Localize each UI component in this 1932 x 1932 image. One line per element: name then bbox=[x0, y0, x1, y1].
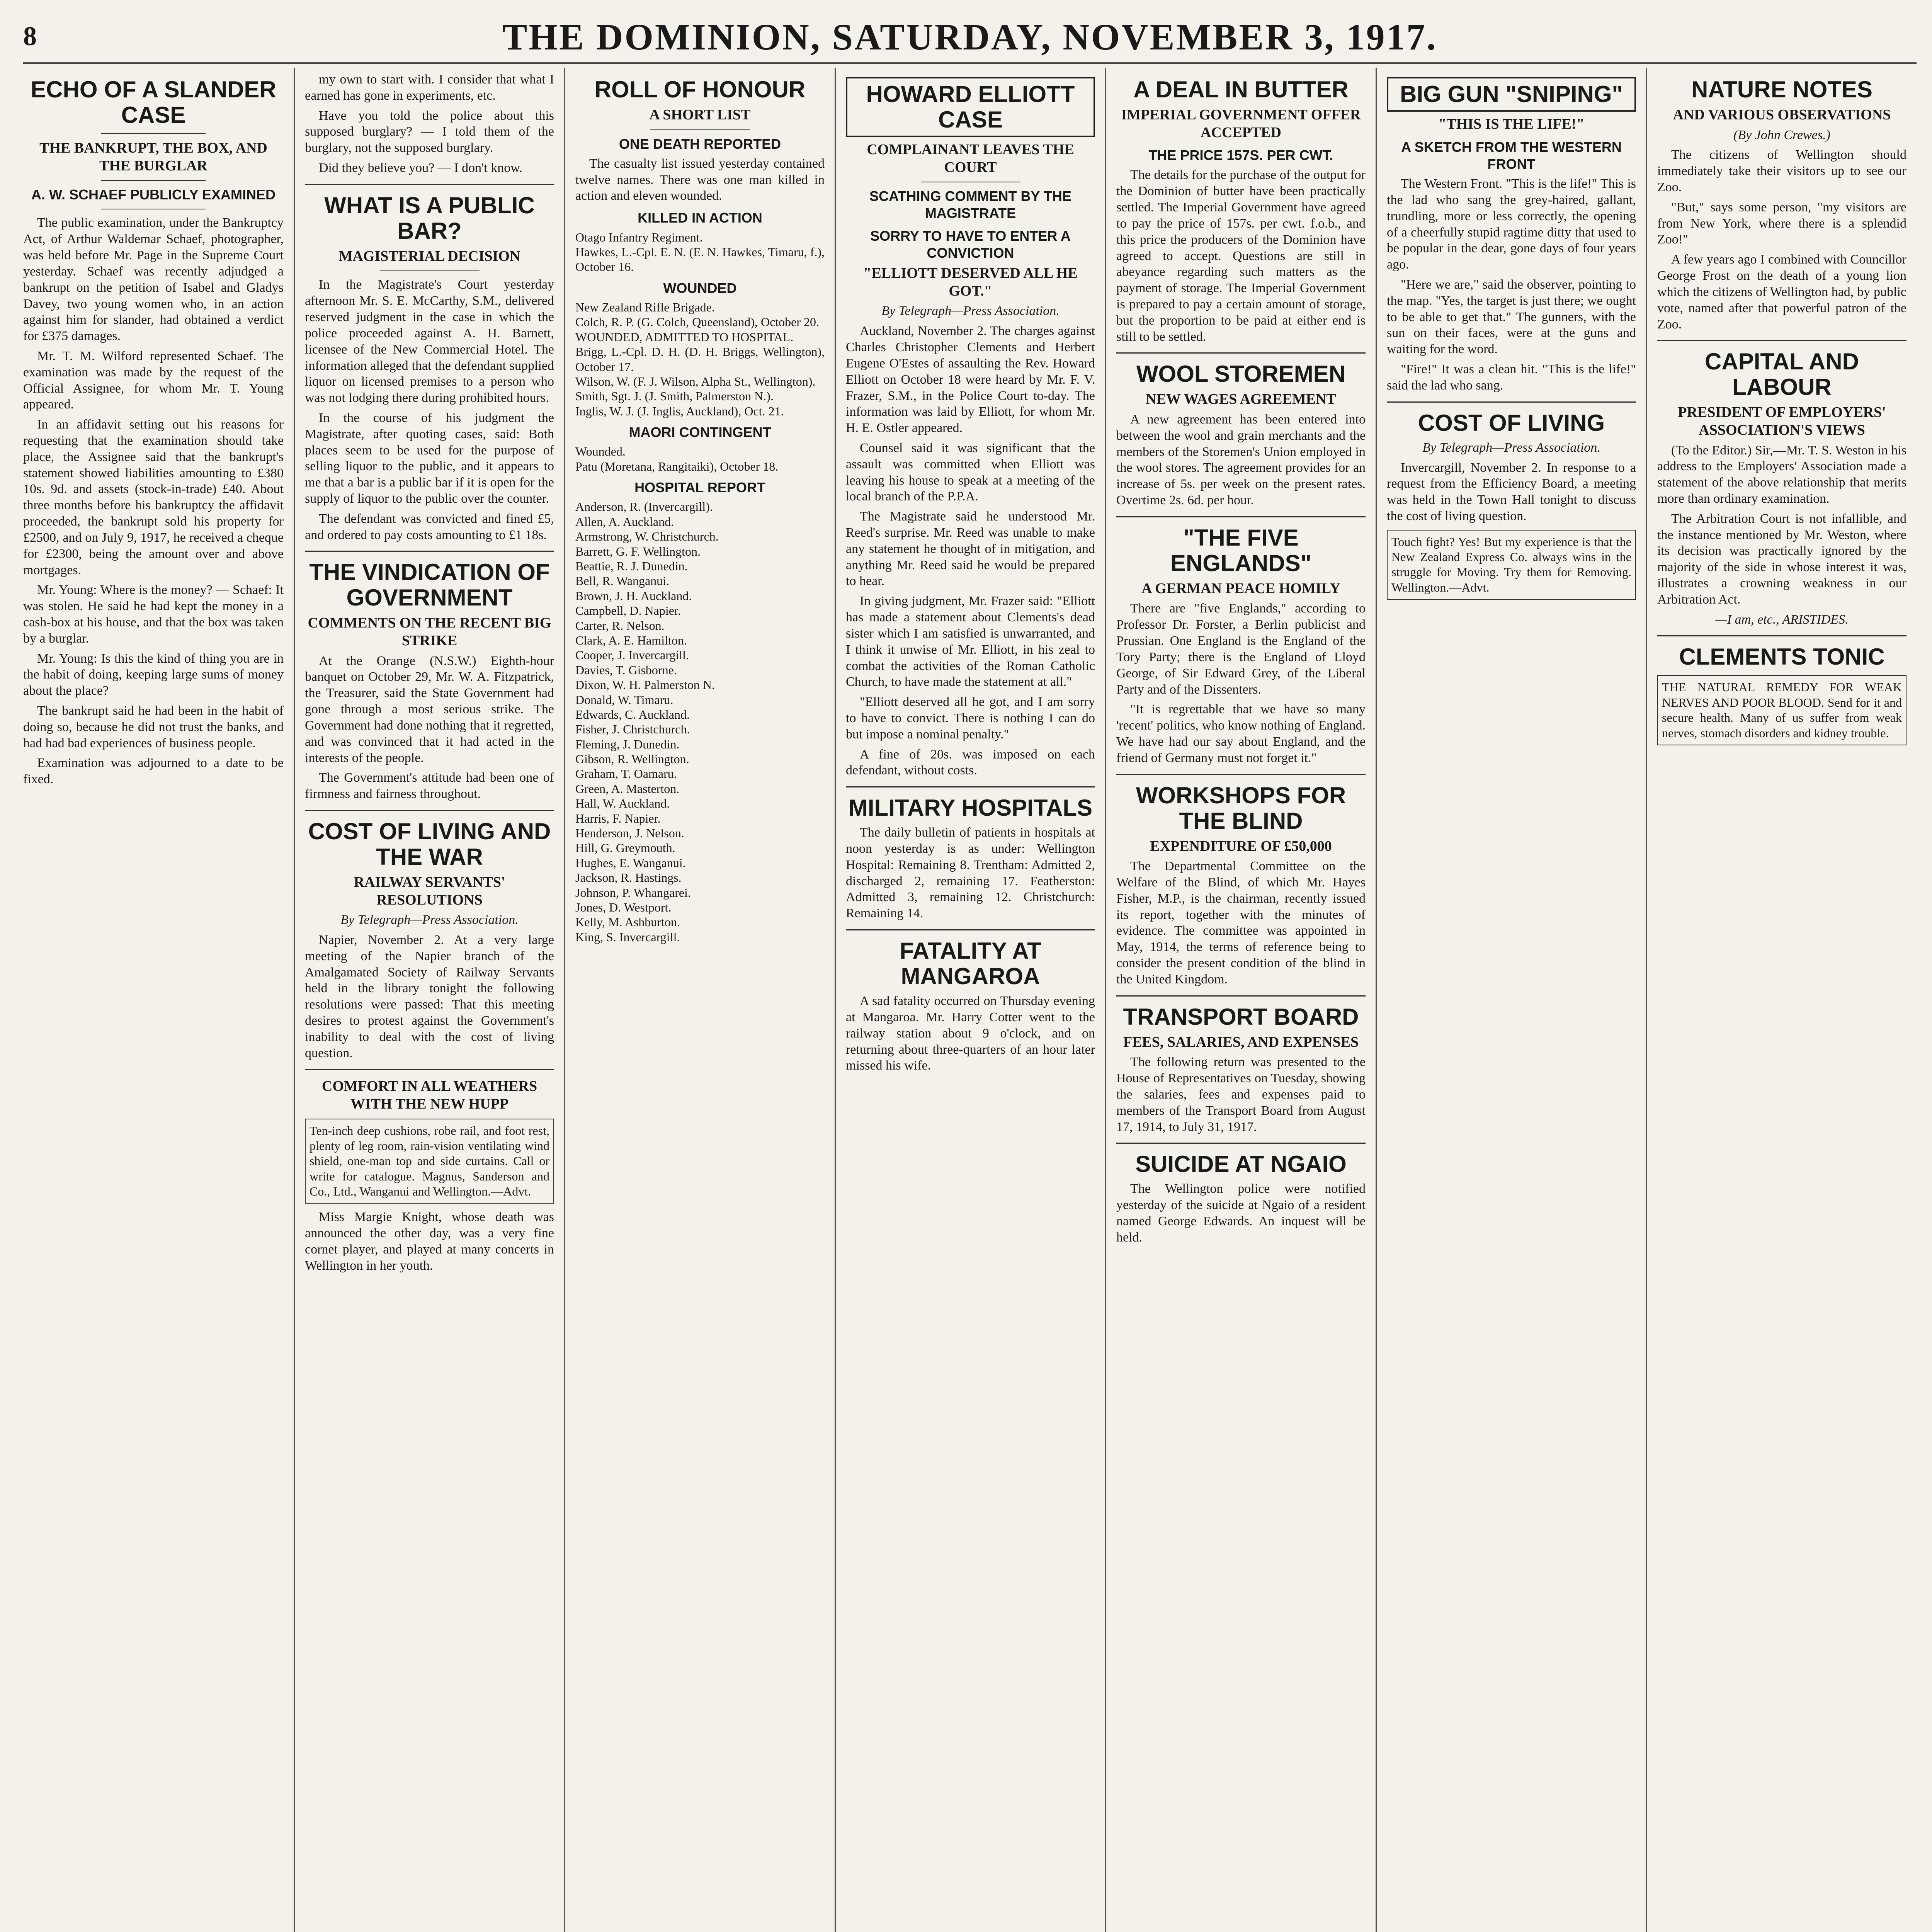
divider bbox=[1387, 401, 1636, 403]
divider bbox=[846, 929, 1095, 930]
divider bbox=[1116, 774, 1366, 775]
paragraph: The casualty list issued yesterday contained twelve names. There was one man killed in action and eleven wounded. bbox=[575, 156, 825, 203]
list-item: Clark, A. E. Hamilton. bbox=[575, 633, 687, 647]
divider bbox=[846, 786, 1095, 787]
divider bbox=[305, 1069, 554, 1070]
advertisement bbox=[1657, 675, 1906, 745]
paragraph: The public examination, under the Bankruptcy Act, of Arthur Waldemar Schaef, photographer, was held before Mr. Page in the Supreme Court yesterday. Schaef was recently adjudged a bankrupt on the petition of Isabel and Gladys Davey, two young women who, in an action against him for slander, had obtained a verdict for £375 damages. bbox=[23, 216, 284, 344]
paragraph: The Government's attitude had been one of firmness and fairness throughout. bbox=[305, 770, 554, 801]
article-headline: CAPITAL AND LABOUR bbox=[1705, 349, 1859, 400]
advert-text: Touch fight? Yes! But my experience is that the New Zealand Express Co. always wins in the struggle for Moving. Try them for Removing. Wellington.—Advt. bbox=[1391, 534, 1631, 594]
paragraph: Mr. Young: Is this the kind of thing you are in the habit of doing, keeping large sums of money about the place? bbox=[23, 651, 284, 698]
divider bbox=[1116, 352, 1366, 354]
list-item: Henderson, J. Nelson. bbox=[575, 826, 684, 840]
paragraph: The following return was presented to the House of Representatives on Tuesday, showing the salaries, fees and expenses paid to members of the Transport Board from August 17, 1914, to July 31, 1917. bbox=[1116, 1055, 1366, 1134]
list-item: Davies, T. Gisborne. bbox=[575, 663, 677, 677]
article-kicker: A. W. SCHAEF PUBLICLY EXAMINED bbox=[31, 187, 276, 203]
list-item: Hughes, E. Wanganui. bbox=[575, 855, 686, 870]
article-headline: TRANSPORT BOARD bbox=[1123, 1003, 1359, 1030]
article-subhead: A SHORT LIST bbox=[649, 107, 751, 123]
article-subhead: RAILWAY SERVANTS' RESOLUTIONS bbox=[354, 874, 505, 908]
paragraph: In the course of his judgment the Magistrate, after quoting cases, said: Both places seem to be used for the purpose of selling liquor to the public, and it appears to me that a bar is a public bar if it is open for the supply of liquor to the public over the counter. bbox=[305, 410, 554, 506]
paragraph: At the Orange (N.S.W.) Eighth-hour banquet on October 29, Mr. W. A. Fitzpatrick, the Treasurer, said the State Government had gone through a most serious strike. The Government had done nothing that it regretted, and was convinced that it had acted in the interests of the people. bbox=[305, 653, 554, 765]
divider bbox=[101, 133, 206, 134]
casualty-list bbox=[575, 300, 825, 418]
article-subhead: FEES, SALARIES, AND EXPENSES bbox=[1123, 1034, 1359, 1050]
paragraph: The details for the purchase of the output for the Dominion of butter have been practically settled. The Imperial Government have agreed to pay the price of 157s. per cwt. f.o.b., and this price the producers of the Dominion have agreed to accept. Questions are still in abeyance regarding such matters as the payment of storage. The Imperial Government is prepared to pay a certain amount of storage, but the proportion to be paid at either end is still to be settled. bbox=[1116, 168, 1366, 344]
divider bbox=[1116, 995, 1366, 997]
masthead bbox=[23, 12, 1917, 64]
paragraph: Examination was adjourned to a date to be fixed. bbox=[23, 756, 284, 787]
divider bbox=[305, 184, 554, 185]
divider bbox=[380, 270, 480, 271]
list-item: Jones, D. Westport. bbox=[575, 900, 672, 914]
article-headline: WOOL STOREMEN bbox=[1136, 361, 1346, 387]
article-headline: A DEAL IN BUTTER bbox=[1133, 77, 1349, 102]
list-item: Kelly, M. Ashburton. bbox=[575, 915, 680, 929]
paragraph: In giving judgment, Mr. Frazer said: "Elliott has made a statement about Clements's dead sister which I am satisfied is unwarranted, and I think it unwise of Mr. Elliott, in his zeal to combat the activities of the Roman Catholic Church, to have made the statement at all." bbox=[846, 594, 1095, 689]
list-item: Hall, W. Auckland. bbox=[575, 796, 670, 811]
columns bbox=[23, 68, 1917, 1932]
list-item: Hawkes, L.-Cpl. E. N. (E. N. Hawkes, Timaru, f.), October 16. bbox=[575, 245, 825, 274]
list-item: Inglis, W. J. (J. Inglis, Auckland), Oct. 21. bbox=[575, 404, 784, 418]
divider bbox=[1116, 1143, 1366, 1144]
article-headline: ROLL OF HONOUR bbox=[594, 77, 806, 102]
casualty-list bbox=[575, 444, 825, 474]
paragraph: Did they believe you? — I don't know. bbox=[319, 161, 523, 175]
article-headline: ECHO OF A SLANDER CASE bbox=[31, 77, 276, 128]
advertisement bbox=[1387, 530, 1636, 600]
paragraph: Have you told the police about this supposed burglary? — I told them of the burglary, not the supposed burglary. bbox=[305, 108, 554, 155]
list-item: Armstrong, W. Christchurch. bbox=[575, 529, 719, 544]
section-heading: HOSPITAL REPORT bbox=[634, 480, 765, 496]
divider bbox=[1657, 340, 1906, 341]
paragraph: Mr. Young: Where is the money? — Schaef: It was stolen. He said he had kept the money in a cash-box at his house, and that the box was taken by a burglar. bbox=[23, 583, 284, 646]
list-item: Colch, R. P. (G. Colch, Queensland), October 20. bbox=[575, 315, 820, 329]
article-kicker: SCATHING COMMENT BY THE MAGISTRATE bbox=[869, 188, 1071, 221]
byline: By Telegraph—Press Association. bbox=[1422, 440, 1600, 455]
column-7 bbox=[1646, 68, 1917, 1932]
advert-text: Ten-inch deep cushions, robe rail, and foot rest, plenty of leg room, rain-vision ventilating wind shield, one-man top and side curtains. Call or write for catalogue. Magnus, Sanderson and Co., Ltd., Wanganui and Wellington.—Advt. bbox=[310, 1123, 549, 1199]
list-item: Campbell, D. Napier. bbox=[575, 604, 681, 618]
list-item: Smith, Sgt. J. (J. Smith, Palmerston N.). bbox=[575, 389, 774, 403]
column-2 bbox=[294, 68, 564, 1932]
article-kicker: SORRY TO HAVE TO ENTER A CONVICTION bbox=[870, 228, 1071, 261]
article-headline: "THE FIVE ENGLANDS" bbox=[1170, 524, 1312, 576]
article-headline: HOWARD ELLIOTT CASE bbox=[846, 77, 1095, 137]
paragraph: The Wellington police were notified yesterday of the suicide at Ngaio of a resident named George Edwards. An inquest will be held. bbox=[1116, 1182, 1366, 1245]
paragraph: "Here we are," said the observer, pointing to the map. "Yes, the target is just there; we ought to be able to get that." The gunners, with the sun on their faces, were at the guns and waiting for the word. bbox=[1387, 277, 1636, 357]
list-item: Cooper, J. Invercargill. bbox=[575, 648, 689, 662]
paragraph: The Arbitration Court is not infallible, and the instance mentioned by Mr. Weston, where its decision was practically ignored by the majority of the side in whose interest it was, illustrates a crowning weakness in our Arbitration Act. bbox=[1657, 511, 1906, 607]
signoff: —I am, etc., ARISTIDES. bbox=[1715, 612, 1849, 627]
paragraph: The daily bulletin of patients in hospitals at noon yesterday is as under: Wellington Hospital: Remaining 8. Trentham: Admitted 2, discharged 2, remaining 17. Featherston: Admitted 3, remaining 12. Christchurch: Remaining 14. bbox=[846, 825, 1095, 921]
list-item: Dixon, W. H. Palmerston N. bbox=[575, 678, 715, 692]
list-item: WOUNDED, ADMITTED TO HOSPITAL. bbox=[575, 330, 794, 344]
paragraph: my own to start with. I consider that what I earned has gone in experiments, etc. bbox=[305, 72, 554, 103]
article-headline: SUICIDE AT NGAIO bbox=[1135, 1151, 1347, 1177]
paragraph: The Departmental Committee on the Welfare of the Blind, of which Mr. Hayes Fisher, M.P., is the chairman, recently issued its report, together with the minutes of evidence. The committee was appointed in May, 1914, the terms of reference being to consider the present condition of the blind in the United Kingdom. bbox=[1116, 859, 1366, 986]
paragraph: A sad fatality occurred on Thursday evening at Mangaroa. Mr. Harry Cotter went to the railway station about 9 o'clock, and on returning about three-quarters of an hour later missed his wife. bbox=[846, 994, 1095, 1073]
list-item: Otago Infantry Regiment. bbox=[575, 230, 703, 244]
paragraph: "Elliott deserved all he got, and I am sorry to have to convict. There is nothing I can do but impose a nominal penalty." bbox=[846, 695, 1095, 742]
paragraph: "Fire!" It was a clean hit. "This is the life!" said the lad who sang. bbox=[1387, 362, 1636, 393]
article-headline: COST OF LIVING bbox=[1418, 410, 1605, 436]
column-5 bbox=[1105, 68, 1376, 1932]
article-subhead: IMPERIAL GOVERNMENT OFFER ACCEPTED bbox=[1121, 107, 1361, 141]
article-headline: MILITARY HOSPITALS bbox=[848, 795, 1093, 821]
paragraph: "But," says some person, "my visitors are from New York, where there is a splendid Zoo!" bbox=[1657, 200, 1906, 247]
byline: By Telegraph—Press Association. bbox=[340, 913, 519, 927]
divider bbox=[650, 129, 750, 130]
list-item: Jackson, R. Hastings. bbox=[575, 871, 682, 885]
list-item: Allen, A. Auckland. bbox=[575, 514, 674, 529]
divider bbox=[101, 180, 206, 181]
page-title: THE DOMINION, SATURDAY, NOVEMBER 3, 1917. bbox=[502, 16, 1437, 58]
article-subhead: NEW WAGES AGREEMENT bbox=[1146, 391, 1336, 408]
list-item: Carter, R. Nelson. bbox=[575, 618, 665, 633]
article-subhead: AND VARIOUS OBSERVATIONS bbox=[1673, 107, 1891, 123]
list-item: Harris, F. Napier. bbox=[575, 811, 661, 825]
paragraph: There are "five Englands," according to Professor Dr. Forster, a Berlin publicist and Prussian. One England is the England of the Tory Party; there is the England of Lloyd George, of Sir Edward Grey, of the Liberal Party and of the Dissenters. bbox=[1116, 601, 1366, 697]
article-headline: THE VINDICATION OF GOVERNMENT bbox=[309, 559, 550, 611]
casualty-list bbox=[575, 230, 825, 274]
paragraph: In the Magistrate's Court yesterday afternoon Mr. S. E. McCarthy, S.M., delivered reserved judgment in the case in which the police proceeded against A. H. Barnett, licensee of the New Commercial Hotel. The information alleged that the defendant supplied liquor on licensed premises to a person who was not lodging there during prohibited hours. bbox=[305, 277, 554, 405]
page-number: 8 bbox=[23, 22, 37, 51]
divider bbox=[305, 551, 554, 552]
paragraph: The defendant was convicted and fined £5, and ordered to pay costs amounting to £1 18s. bbox=[305, 511, 554, 542]
list-item: Green, A. Masterton. bbox=[575, 781, 680, 796]
column-1 bbox=[23, 68, 294, 1932]
list-item: Gibson, R. Wellington. bbox=[575, 752, 689, 766]
column-3 bbox=[564, 68, 835, 1932]
list-item: Donald, W. Timaru. bbox=[575, 692, 673, 707]
article-subhead: COMPLAINANT LEAVES THE COURT bbox=[867, 141, 1074, 175]
list-item: Patu (Moretana, Rangitaiki), October 18. bbox=[575, 459, 779, 473]
paragraph: The Western Front. "This is the life!" This is the lad who sang the grey-haired, gallant, trundling, more or less correctly, the opening of a cheerfully stupid ragtime ditty that used to be popular in the dear, gone days of four years ago. bbox=[1387, 177, 1636, 272]
list-item: Barrett, G. F. Wellington. bbox=[575, 544, 701, 558]
article-headline: FATALITY AT MANGAROA bbox=[900, 938, 1041, 990]
paragraph: A fine of 20s. was imposed on each defendant, without costs. bbox=[846, 747, 1095, 778]
paragraph: Invercargill, November 2. In response to a request from the Efficiency Board, a meeting was held in the Town Hall tonight to discuss the cost of living question. bbox=[1387, 460, 1636, 523]
column-4 bbox=[835, 68, 1105, 1932]
list-item: Bell, R. Wanganui. bbox=[575, 574, 670, 588]
paragraph: The bankrupt said he had been in the habit of doing so, because he did not trust the banks, and had had bad experiences of business people. bbox=[23, 704, 284, 750]
article-headline: WHAT IS A PUBLIC BAR? bbox=[324, 192, 535, 244]
paragraph: Miss Margie Knight, whose death was announced the other day, was a very fine cornet player, and played at many concerts in Wellington in her youth. bbox=[305, 1210, 554, 1273]
section-heading: WOUNDED bbox=[663, 280, 737, 296]
advert-headline: CLEMENTS TONIC bbox=[1679, 644, 1885, 670]
paragraph: (To the Editor.) Sir,—Mr. T. S. Weston in his address to the Employers' Association made a statement of the above relationship that merits more than ordinary examination. bbox=[1657, 443, 1906, 506]
article-kicker: ONE DEATH REPORTED bbox=[619, 136, 781, 152]
list-item: Anderson, R. (Invercargill). bbox=[575, 500, 713, 514]
paragraph: A new agreement has been entered into between the wool and grain merchants and the members of the Storemen's Union employed in the wool stores. The agreement provides for an increase of 5s. per week on the present rates. Overtime 2s. 6d. per hour. bbox=[1116, 412, 1366, 508]
list-item: King, S. Invercargill. bbox=[575, 930, 680, 944]
advert-headline: COMFORT IN ALL WEATHERS WITH THE NEW HUPP bbox=[321, 1078, 537, 1112]
byline: By Telegraph—Press Association. bbox=[881, 304, 1060, 318]
paragraph: Mr. T. M. Wilford represented Schaef. The examination was made by the request of the Official Assignee, for whom Mr. T. Young appeared. bbox=[23, 349, 284, 412]
section-heading: MAORI CONTINGENT bbox=[629, 424, 771, 440]
pull-quote: "ELLIOTT DESERVED ALL HE GOT." bbox=[863, 265, 1078, 299]
advert-text: THE NATURAL REMEDY FOR WEAK NERVES AND POOR BLOOD. Send for it and secure health. Many of us suffer from weak nerves, stomach disorders and kidney trouble. bbox=[1662, 680, 1902, 740]
list-item: Johnson, P. Whangarei. bbox=[575, 885, 691, 900]
list-item: Hill, G. Greymouth. bbox=[575, 841, 675, 855]
section-heading: KILLED IN ACTION bbox=[638, 210, 762, 226]
article-headline: NATURE NOTES bbox=[1691, 77, 1872, 102]
paragraph: The citizens of Wellington should immediately take their visitors up to see our Zoo. bbox=[1657, 148, 1906, 195]
paragraph: Napier, November 2. At a very large meeting of the Napier branch of the Amalgamated Society of Railway Servants held in the library tonight the following resolutions were passed: That this meeting desires to protest against the Government's inability to deal with the cost of living question. bbox=[305, 932, 554, 1060]
article-subhead: "THIS IS THE LIFE!" bbox=[1438, 116, 1585, 132]
list-item: Fisher, J. Christchurch. bbox=[575, 722, 690, 736]
column-6 bbox=[1376, 68, 1646, 1932]
article-subhead: A GERMAN PEACE HOMILY bbox=[1141, 580, 1340, 597]
article-subhead: EXPENDITURE OF £50,000 bbox=[1150, 838, 1332, 854]
list-item: Wounded. bbox=[575, 444, 626, 459]
list-item: Brown, J. H. Auckland. bbox=[575, 588, 692, 603]
list-item: Brigg, L.-Cpl. D. H. (D. H. Briggs, Wellington), October 17. bbox=[575, 345, 825, 374]
paragraph: The Magistrate said he understood Mr. Reed's surprise. Mr. Reed was unable to make any statement he thought of in mitigation, and anything Mr. Reed said he would be prepared to hear. bbox=[846, 509, 1095, 588]
list-item: Beattie, R. J. Dunedin. bbox=[575, 559, 688, 573]
paragraph: Auckland, November 2. The charges against Charles Christopher Clements and Herbert Eugene O'Estes of assaulting the Rev. Howard Elliott on October 18 were heard by Mr. F. V. Frazer, S.M., in the Police Court to-day. The information was laid by Elliott, for whom Mr. H. E. Ostler appeared. bbox=[846, 324, 1095, 435]
list-item: Edwards, C. Auckland. bbox=[575, 707, 690, 721]
article-subhead: THE BANKRUPT, THE BOX, AND THE BURGLAR bbox=[39, 140, 267, 174]
article-headline: WORKSHOPS FOR THE BLIND bbox=[1136, 782, 1346, 834]
list-item: New Zealand Rifle Brigade. bbox=[575, 300, 715, 314]
list-item: Graham, T. Oamaru. bbox=[575, 767, 677, 781]
article-subhead: COMMENTS ON THE RECENT BIG STRIKE bbox=[308, 615, 551, 649]
article-headline: COST OF LIVING AND THE WAR bbox=[308, 818, 551, 870]
article-subhead: MAGISTERIAL DECISION bbox=[338, 248, 520, 264]
paragraph: In an affidavit setting out his reasons for requesting that the examination should take place, the Assignee said that the bankrupt's statement showed liabilities amounting to £380 10s. 9d. and assets (stock-in-trade) £40. About three months before his bankruptcy the affidavit proceeded, the bankrupt sold his property for £2500, and on July 9, 1917, he received a cheque for £2300, being the amount over and above mortgages. bbox=[23, 417, 284, 577]
article-headline: BIG GUN "SNIPING" bbox=[1387, 77, 1636, 112]
hospital-list bbox=[575, 499, 825, 944]
article-kicker: THE PRICE 157S. PER CWT. bbox=[1148, 147, 1333, 163]
divider bbox=[1657, 635, 1906, 636]
list-item: Fleming, J. Dunedin. bbox=[575, 737, 680, 751]
article-subhead: PRESIDENT OF EMPLOYERS' ASSOCIATION'S VIEWS bbox=[1678, 404, 1886, 438]
paragraph: "It is regrettable that we have so many 'recent' politics, who know nothing of England. We have had our say about England, and the friend of Germany must not forget it." bbox=[1116, 702, 1366, 765]
article-kicker: A SKETCH FROM THE WESTERN FRONT bbox=[1401, 139, 1622, 172]
list-item: Wilson, W. (F. J. Wilson, Alpha St., Wellington). bbox=[575, 374, 816, 388]
paragraph: A few years ago I combined with Councillor George Frost on the death of a young lion which the citizens of Wellington had, by public vote, named after that powerful patron of the Zoo. bbox=[1657, 252, 1906, 332]
byline: (By John Crewes.) bbox=[1733, 128, 1830, 142]
divider bbox=[1116, 516, 1366, 517]
divider bbox=[305, 810, 554, 811]
advertisement bbox=[305, 1119, 554, 1204]
paragraph: Counsel said it was significant that the assault was committed when Elliott was leaving his house to speak at a meeting of the local branch of the P.P.A. bbox=[846, 440, 1095, 504]
